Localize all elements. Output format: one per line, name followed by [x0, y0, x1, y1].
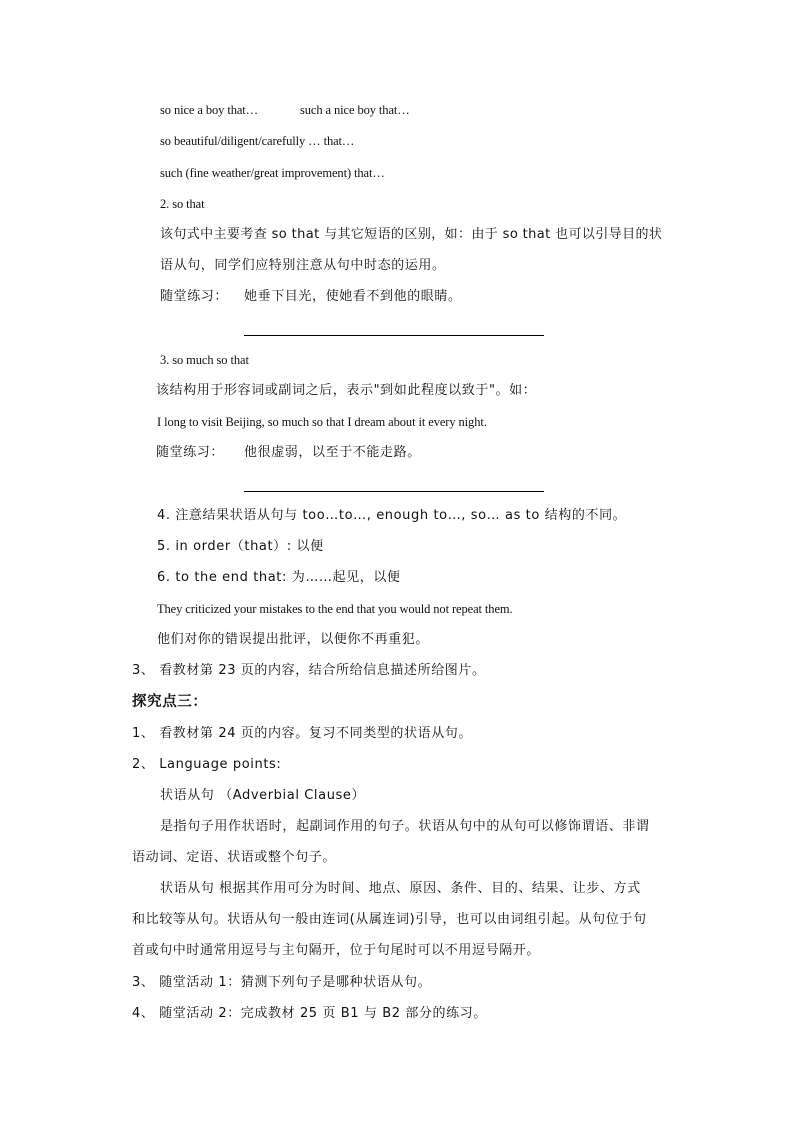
point-4-note: 4. 注意结果状语从句与 too…to…, enough to…, so… as to 结构的不同。 [157, 508, 627, 523]
section-heading-inquiry-3: 探究点三： [132, 694, 208, 710]
task-4-activity-2: 4、 随堂活动 2：完成教材 25 页 B1 与 B2 部分的练习。 [132, 1006, 487, 1021]
point-6-to-the-end-that: 6. to the end that: 为……起见，以便 [157, 570, 401, 585]
practice-label-1: 随堂练习： [160, 289, 229, 304]
example-such-a-nice-boy: such a nice boy that… [300, 103, 410, 117]
practice-sentence-2: 他很虚弱，以至于不能走路。 [244, 445, 421, 460]
adverbial-clause-title: 状语从句 （Adverbial Clause） [160, 788, 366, 803]
so-that-explanation-line-2: 语从句，同学们应特别注意从句中时态的运用。 [160, 258, 446, 273]
to-the-end-that-example: They criticized your mistakes to the end that you would not repeat them. [157, 602, 513, 616]
adverbial-clause-types-3: 首或句中时通常用逗号与主句隔开，位于句尾时可以不用逗号隔开。 [132, 943, 541, 958]
answer-blank-2 [244, 491, 544, 492]
practice-sentence-1: 她垂下目光，使她看不到他的眼睛。 [244, 289, 462, 304]
task-2-language-points: 2、 Language points: [132, 757, 282, 772]
heading-so-that: 2. so that [160, 197, 205, 211]
answer-blank-1 [244, 335, 544, 336]
adverbial-clause-types-2: 和比较等从句。状语从句一般由连词(从属连词)引导，也可以由词组引起。从句位于句 [132, 912, 647, 927]
adverbial-clause-definition-1: 是指句子用作状语时，起副词作用的句子。状语从句中的从句可以修饰谓语、非谓 [160, 819, 650, 834]
heading-so-much-so-that: 3. so much so that [160, 353, 249, 367]
so-that-explanation-line-1: 该句式中主要考查 so that 与其它短语的区别，如：由于 so that 也可以引导目的状 [160, 227, 663, 242]
adverbial-clause-types-1: 状语从句 根据其作用可分为时间、地点、原因、条件、目的、结果、让步、方式 [160, 881, 641, 896]
so-much-so-that-example: I long to visit Beijing, so much so that I dream about it every night. [157, 415, 487, 429]
task-1-review: 1、 看教材第 24 页的内容。复习不同类型的状语从句。 [132, 726, 473, 741]
example-such-noun-that: such (fine weather/great improvement) that… [160, 166, 385, 180]
example-so-adj-that: so beautiful/diligent/carefully … that… [160, 134, 355, 148]
example-so-nice-a-boy: so nice a boy that… [160, 103, 259, 117]
to-the-end-that-translation: 他们对你的错误提出批评，以便你不再重犯。 [157, 632, 430, 647]
so-much-so-that-explanation: 该结构用于形容词或副词之后，表示"到如此程度以致于"。如： [156, 383, 537, 398]
practice-label-2: 随堂练习： [156, 445, 225, 460]
adverbial-clause-definition-2: 语动词、定语、状语或整个句子。 [132, 850, 337, 865]
task-3-activity-1: 3、 随堂活动 1：猜测下列句子是哪种状语从句。 [132, 975, 432, 990]
point-5-in-order-that: 5. in order（that）: 以便 [157, 539, 324, 554]
task-3-describe-pictures: 3、 看教材第 23 页的内容，结合所给信息描述所给图片。 [132, 663, 486, 678]
